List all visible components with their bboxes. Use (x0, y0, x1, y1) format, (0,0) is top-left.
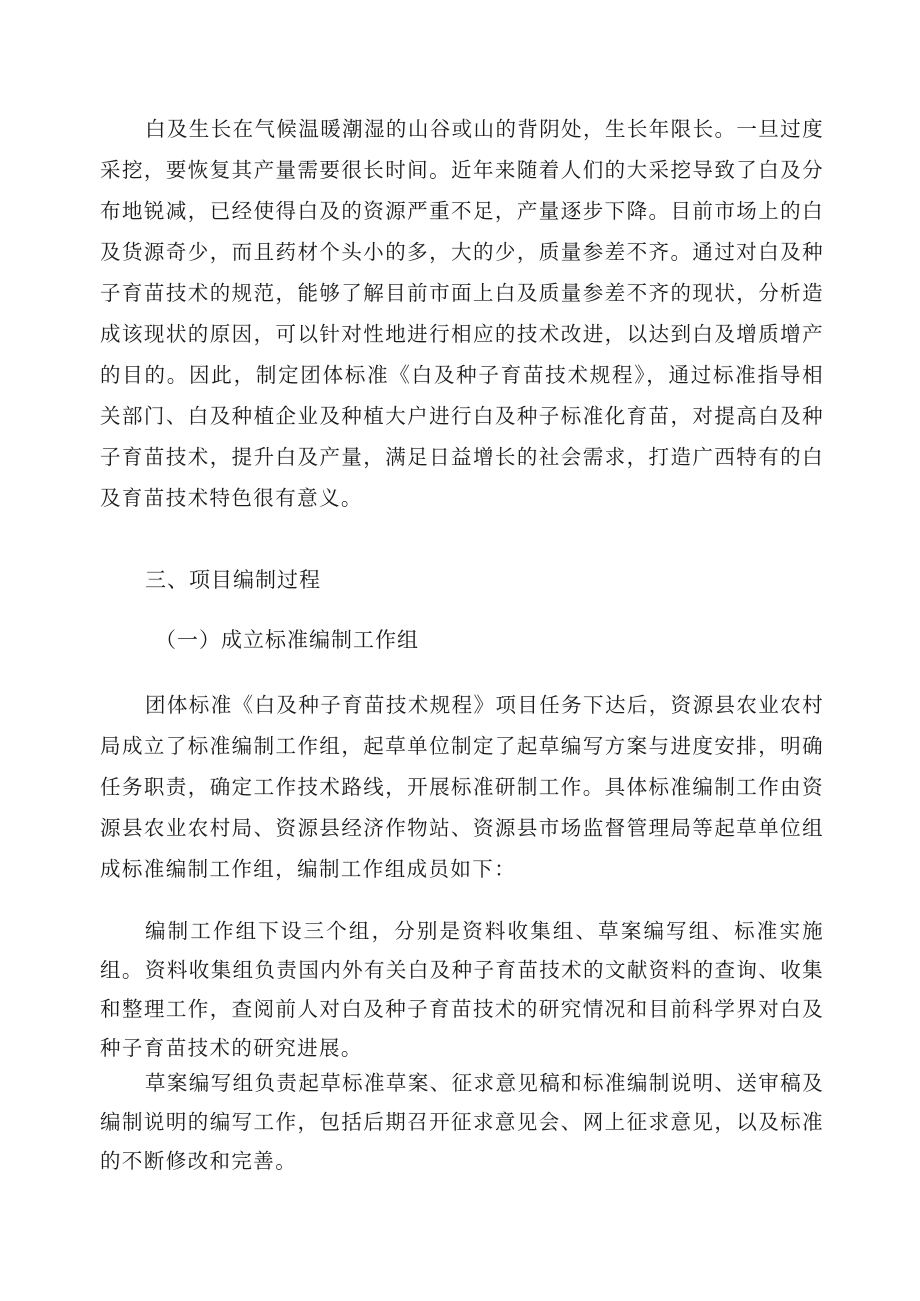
body-paragraph-working-group: 团体标准《白及种子育苗技术规程》项目任务下达后，资源县农业农村局成立了标准编制工作组，起草单位制定了起草编写方案与进度安排，明确任务职责，确定工作技术路线，开展标准研制工作。具体标准编制工作由资源县农业农村局、资源县经济作物站、资源县市场监督管理局等起草单位组成标准编制工作组，编制工作组成员如下： (100, 693, 824, 881)
body-paragraph-drafting-group: 草案编写组负责起草标准草案、征求意见稿和标准编制说明、送审稿及编制说明的编写工作，包括后期召开征求意见会、网上征求意见，以及标准的不断修改和完善。 (100, 1071, 824, 1173)
body-paragraph-subgroups: 编制工作组下设三个组，分别是资料收集组、草案编写组、标准实施组。 (100, 919, 824, 982)
subsection-heading: （一）成立标准编制工作组 (155, 628, 419, 652)
body-paragraph-data-collection-group: 资料收集组负责国内外有关白及种子育苗技术的文献资料的查询、收集和整理工作，查阅前人对白及种子育苗技术的研究情况和目前科学界对白及种子育苗技术的研究进展。 (100, 958, 824, 1060)
section-heading: 三、项目编制过程 (145, 568, 321, 592)
body-paragraph-bletilla-background: 白及生长在气候温暖潮湿的山谷或山的背阴处，生长年限长。一旦过度采挖，要恢复其产量需要很长时间。近年来随着人们的大采挖导致了白及分布地锐减，已经使得白及的资源严重不足，产量逐步下降。目前市场上的白及货源奇少，而且药材个头小的多，大的少，质量参差不齐。通过对白及种子育苗技术的规范，能够了解目前市面上白及质量参差不齐的现状，分析造成该现状的原因，可以针对性地进行相应的技术改进，以达到白及增质增产的目的。因此，制定团体标准《白及种子育苗技术规程》，通过标准指导相关部门、白及种植企业及种植大户进行白及种子标准化育苗，对提高白及种子育苗技术，提升白及产量，满足日益增长的社会需求，打造广西特有的白及育苗技术特色很有意义。 (100, 117, 824, 510)
